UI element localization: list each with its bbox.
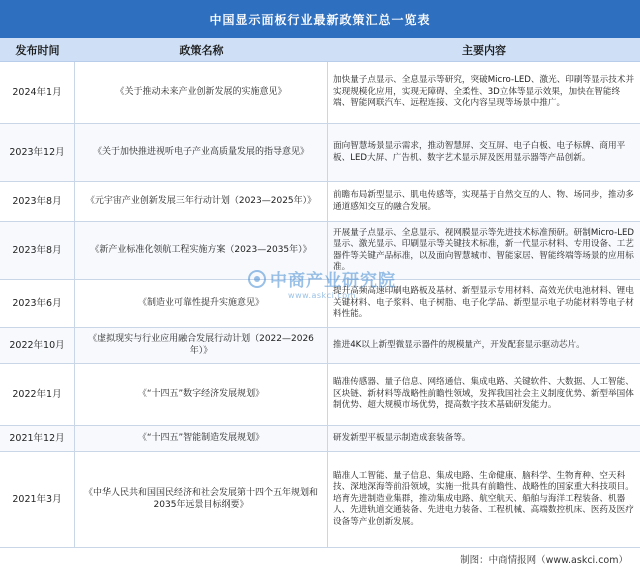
table-title: 中国显示面板行业最新政策汇总一览表 [0, 0, 640, 38]
row-content: 瞄准传感器、量子信息、网络通信、集成电路、关键软件、大数据、人工智能、区块链、新材料等战略性前瞻性领域，发挥我国社会主义制度优势、新型举国体制优势、超大规模市场优势，提高数字技术基础研发能力。 [333, 377, 634, 411]
row-date: 2021年3月 [0, 452, 75, 547]
table-row [0, 426, 640, 452]
row-policy-name: 《“十四五”数字经济发展规划》 [75, 364, 328, 425]
policy-table-body [0, 62, 640, 548]
row-date: 2022年10月 [0, 328, 75, 363]
table-row [0, 124, 640, 182]
table-row [0, 328, 640, 364]
row-content: 开展量子点显示、全息显示、视网膜显示等先进技术标准预研。研制Micro-LED显示、激光显示、印刷显示等关键技术标准，新一代显示材料、专用设备、工艺器件等关键产品标准，以及面向智慧城市、智能家居、智能终端等场景的应用标准。 [333, 227, 635, 272]
row-date: 2022年1月 [0, 364, 75, 425]
header-main-content: 主要内容 [462, 43, 506, 57]
row-content: 研发新型平板显示制造成套装备等。 [333, 432, 471, 443]
row-content: 瞄准人工智能、量子信息、集成电路、生命健康、脑科学、生物育种、空天科技、深地深海等前沿领域，实施一批具有前瞻性、战略性的国家重大科技项目。培育先进制造业集群，推动集成电路、航空航天、船舶与海洋工程装备、机器人、先进轨道交通装备、先进电力装备、工程机械、高端数控机床、医药及医疗设备等产业创新发展。 [333, 470, 634, 527]
row-date: 2023年8月 [0, 182, 75, 221]
row-content: 推进4K以上新型微显示器件的规模量产，开发配套显示驱动芯片。 [333, 339, 585, 350]
row-content: 面向智慧场景显示需求，推动智慧屏、交互屏、电子白板、电子标牌、商用平板、LED大屏、广告机、数字艺术显示屏及医用显示器等产品创新。 [333, 141, 626, 163]
table-header [0, 38, 640, 62]
row-content: 提升高频高速印刷电路板及基材、新型显示专用材料、高效光伏电池材料、锂电关键材料、电子浆料、电子树脂、电子化学品、新型显示电子功能材料等电子材料性能。 [333, 286, 634, 320]
row-date: 2023年8月 [0, 222, 75, 279]
table-row [0, 222, 640, 280]
row-policy-name: 《虚拟现实与行业应用融合发展行动计划（2022—2026年）》 [75, 328, 328, 363]
table-row [0, 364, 640, 426]
row-policy-name: 《关于加快推进视听电子产业高质量发展的指导意见》 [75, 124, 328, 181]
table-row [0, 452, 640, 548]
table-row [0, 280, 640, 328]
row-date: 2023年6月 [0, 280, 75, 327]
watermark-brand-text: 中商产业研究院 [270, 271, 396, 291]
row-date: 2021年12月 [0, 426, 75, 451]
row-policy-name: 《“十四五”智能制造发展规划》 [75, 426, 328, 451]
row-date: 2024年1月 [0, 62, 75, 123]
row-policy-name: 《中华人民共和国国民经济和社会发展第十四个五年规划和2035年远景目标纲要》 [75, 452, 328, 547]
row-policy-name: 《制造业可靠性提升实施意见》 [75, 280, 328, 327]
table-row [0, 182, 640, 222]
source-footer: 制图：中商情报网（www.askci.com） [460, 555, 628, 566]
header-date: 发布时间 [15, 43, 60, 57]
row-content: 前瞻布局新型显示、肌电传感等，实现基于自然交互的人、物、场同步，推动多通道感知交互的融合发展。 [333, 190, 634, 212]
table-row [0, 62, 640, 124]
row-date: 2023年12月 [0, 124, 75, 181]
row-policy-name: 《元宇宙产业创新发展三年行动计划（2023—2025年）》 [75, 182, 328, 221]
watermark-url: www.askci.com [288, 291, 356, 300]
row-policy-name: 《关于推动未来产业创新发展的实施意见》 [75, 62, 328, 123]
row-content: 加快量子点显示、全息显示等研究，突破Micro-LED、激光、印刷等显示技术并实现规模化应用，实现无障碍、全柔性、3D立体等显示效果，加快在智能终端、智能网联汽车、远程连接、文化内容呈现等场景中推广。 [333, 75, 635, 109]
row-policy-name: 《新产业标准化领航工程实施方案（2023—2035年）》 [75, 222, 328, 279]
header-policy-name: 政策名称 [179, 43, 224, 57]
